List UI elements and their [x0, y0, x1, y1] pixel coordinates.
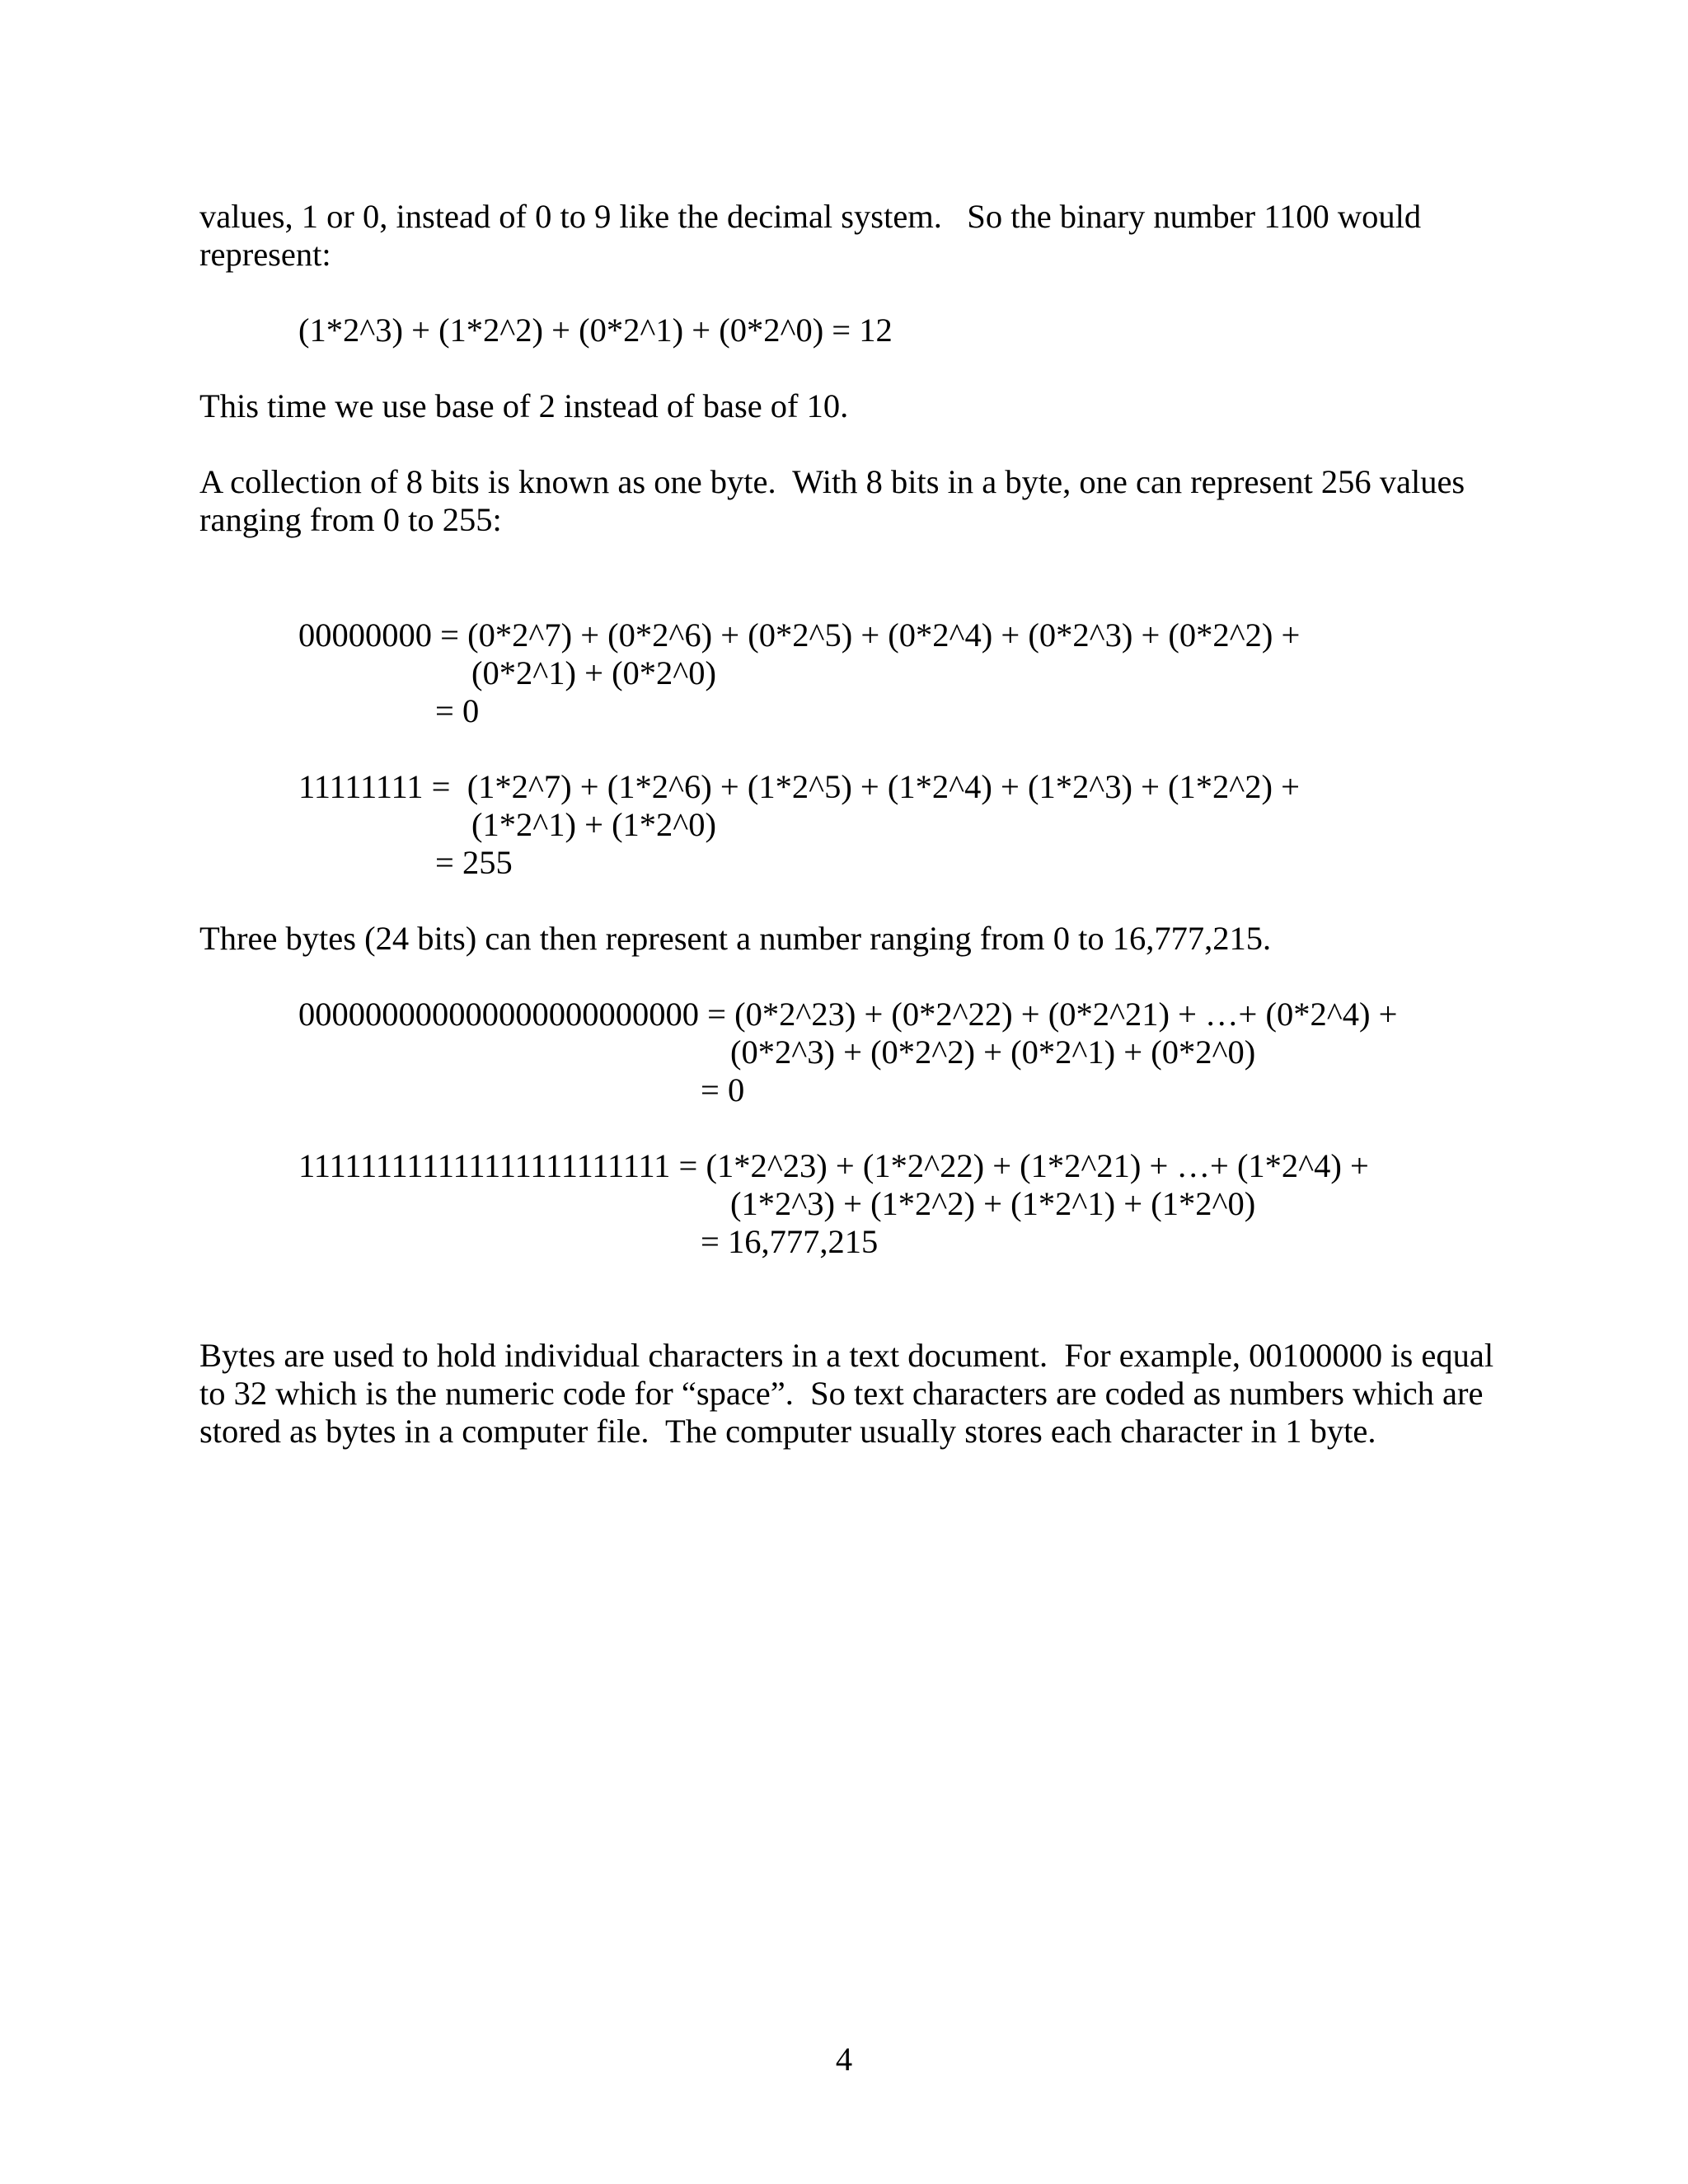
- three-bytes-paragraph: Three bytes (24 bits) can then represent a number ranging from 0 to 16,777,215.: [199, 920, 1272, 957]
- byte-min-line-1: 00000000 = (0*2^7) + (0*2^6) + (0*2^5) + (0*2^4) + (0*2^3) + (0*2^2) +: [298, 616, 1301, 654]
- equation-1100: (1*2^3) + (1*2^2) + (0*2^1) + (0*2^0) = 12: [298, 312, 893, 349]
- byte-line-2: ranging from 0 to 255:: [199, 501, 502, 538]
- byte-min-line-3: = 0: [435, 692, 480, 729]
- intro-line-1: values, 1 or 0, instead of 0 to 9 like the decimal system. So the binary number 1100 would: [199, 198, 1422, 235]
- byte-max-line-1: 11111111 = (1*2^7) + (1*2^6) + (1*2^5) + (1*2^4) + (1*2^3) + (1*2^2) +: [298, 768, 1300, 805]
- three-bytes-max-line-1: 111111111111111111111111 = (1*2^23) + (1*2^22) + (1*2^21) + …+ (1*2^4) +: [298, 1147, 1369, 1184]
- byte-max-line-3: = 255: [435, 844, 513, 881]
- three-bytes-max-line-3: = 16,777,215: [701, 1223, 879, 1260]
- byte-min-line-2: (0*2^1) + (0*2^0): [471, 654, 717, 691]
- byte-line-1: A collection of 8 bits is known as one byte. With 8 bits in a byte, one can represent 256 values: [199, 463, 1465, 500]
- base-paragraph: This time we use base of 2 instead of base of 10.: [199, 387, 849, 424]
- three-bytes-min-line-2: (0*2^3) + (0*2^2) + (0*2^1) + (0*2^0): [730, 1033, 1256, 1071]
- three-bytes-max-line-2: (1*2^3) + (1*2^2) + (1*2^1) + (1*2^0): [730, 1185, 1256, 1222]
- characters-line-2: to 32 which is the numeric code for “space”. So text characters are coded as numbers which are: [199, 1375, 1484, 1412]
- three-bytes-min-line-3: = 0: [701, 1071, 745, 1108]
- three-bytes-min-line-1: 000000000000000000000000 = (0*2^23) + (0*2^22) + (0*2^21) + …+ (0*2^4) +: [298, 996, 1398, 1033]
- byte-max-line-2: (1*2^1) + (1*2^0): [471, 806, 717, 843]
- page-number: 4: [835, 2041, 853, 2078]
- characters-line-1: Bytes are used to hold individual characters in a text document. For example, 00100000 is equal: [199, 1337, 1494, 1374]
- characters-line-3: stored as bytes in a computer file. The computer usually stores each character in 1 byte.: [199, 1413, 1376, 1450]
- intro-line-2: represent:: [199, 236, 331, 273]
